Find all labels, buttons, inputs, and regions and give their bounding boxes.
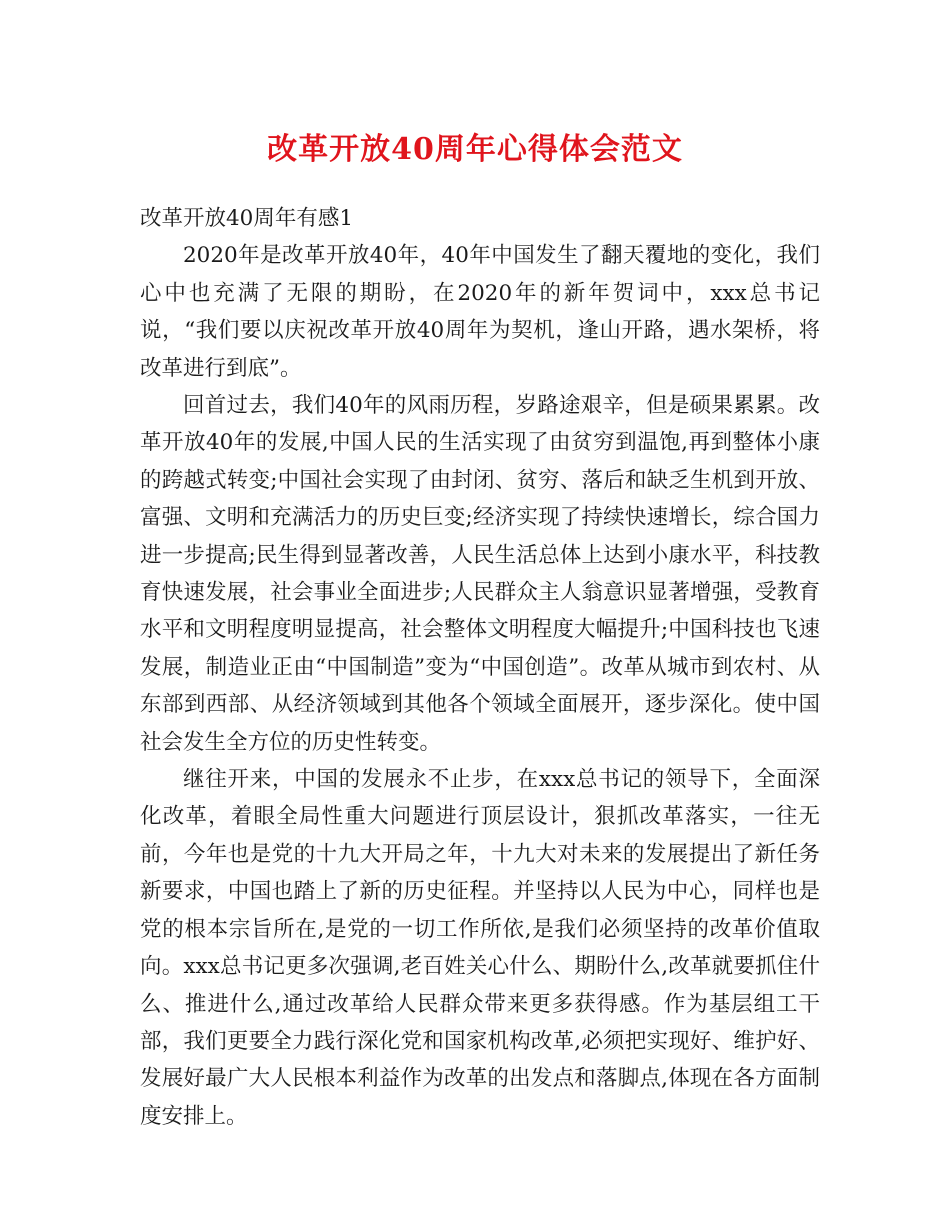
document-body [140, 200, 820, 1135]
document-title: 改革开放40周年心得体会范文 [267, 132, 683, 167]
paragraph-3: 继往开来，中国的发展永不止步，在xxx总书记的领导下，全面深化改革，着眼全局性重大问题进行顶层设计，狠抓改革落实，一往无前，今年也是党的十九大开局之年，十九大对未来的发展提出了新任务新要求，中国也踏上了新的历史征程。并坚持以人民为中心，同样也是党的根本宗旨所在,是党的一切工作所依,是我们必须坚持的改革价值取向。xxx总书记更多次强调,老百姓关心什么、期盼什么,改革就要抓住什么、推进什么,通过改革给人民群众带来更多获得感。作为基层组工干部，我们更要全力践行深化党和国家机构改革,必须把实现好、维护好、发展好最广大人民根本利益作为改革的出发点和落脚点,体现在各方面制度安排上。 [140, 767, 820, 1129]
paragraph-2: 回首过去，我们40年的风雨历程，岁路途艰辛，但是硕果累累。改革开放40年的发展,中国人民的生活实现了由贫穷到温饱,再到整体小康的跨越式转变;中国社会实现了由封闭、贫穷、落后和缺乏生机到开放、富强、文明和充满活力的历史巨变;经济实现了持续快速增长，综合国力进一步提高;民生得到显著改善，人民生活总体上达到小康水平，科技教育快速发展，社会事业全面进步;人民群众主人翁意识显著增强，受教育水平和文明程度明显提高，社会整体文明程度大幅提升;中国科技也飞速发展，制造业正由“中国制造”变为“中国创造”。改革从城市到农村、从东部到西部、从经济领域到其他各个领域全面展开，逐步深化。使中国社会发生全方位的历史性转变。 [140, 393, 820, 755]
paragraph-1: 2020年是改革开放40年，40年中国发生了翻天覆地的变化，我们心中也充满了无限的期盼，在2020年的新年贺词中，xxx总书记说，“我们要以庆祝改革开放40周年为契机，逢山开路，遇水架桥，将改革进行到底”。 [140, 243, 820, 381]
section-heading: 改革开放40周年有感1 [140, 206, 354, 231]
